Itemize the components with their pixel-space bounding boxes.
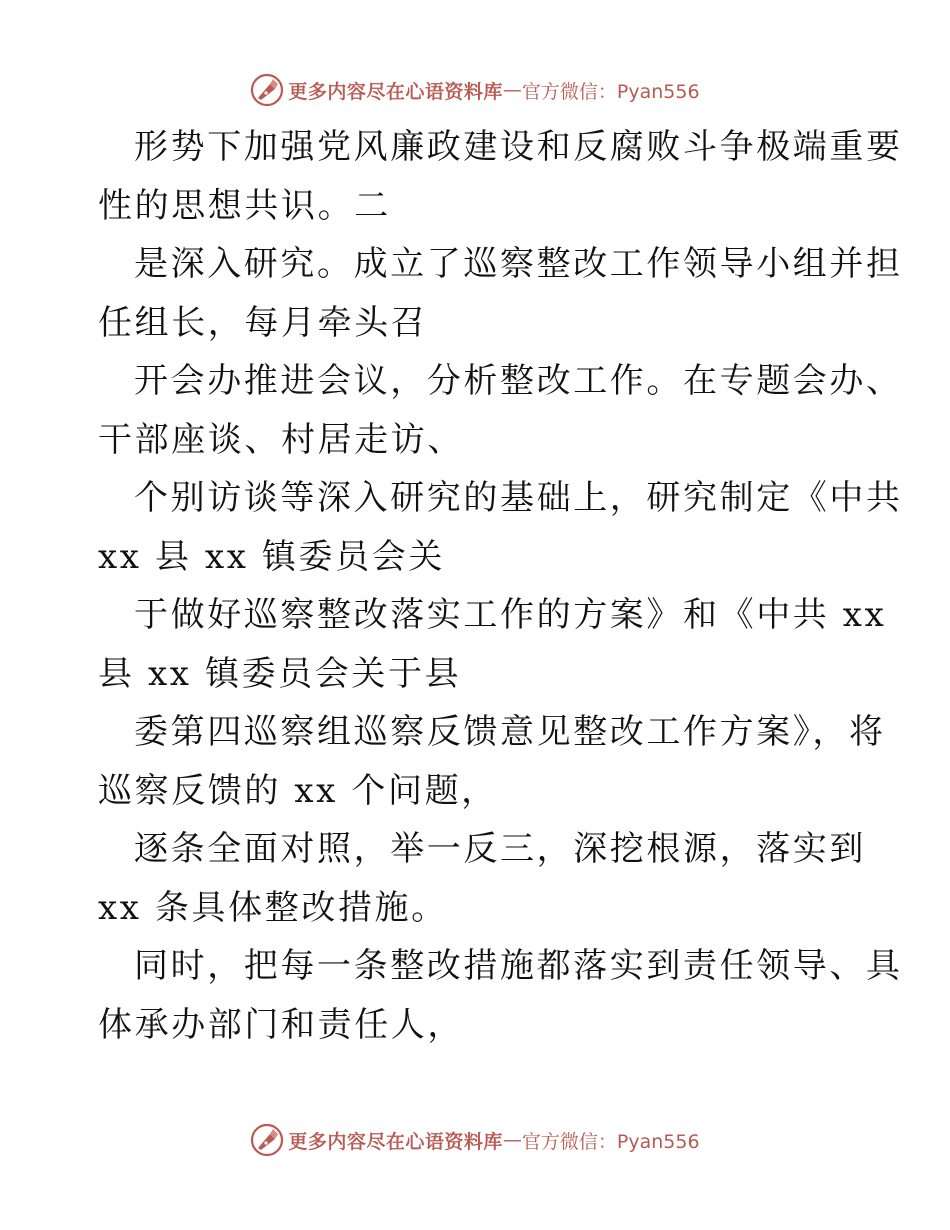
footer-banner	[0, 1120, 950, 1160]
header-banner	[0, 70, 950, 110]
paragraph-line: 任组长，每月牵头召	[98, 302, 428, 343]
paragraph-line: xx 条具体整改措施。	[98, 887, 448, 928]
pen-nib-circle-icon	[250, 1123, 284, 1157]
footer-brand-text: 更多内容尽在心语资料库	[288, 1130, 503, 1153]
paragraph-line: 干部座谈、村居走访、	[98, 419, 464, 460]
paragraph-line: 于做好巡察整改落实工作的方案》和《中共 xx	[134, 595, 887, 635]
paragraph-line: 巡察反馈的 xx 个问题，	[98, 770, 498, 811]
header-brand-text: 更多内容尽在心语资料库	[288, 80, 503, 103]
document-body	[98, 118, 903, 1054]
paragraph-line: 委第四巡察组巡察反馈意见整改工作方案》，将	[134, 712, 886, 752]
paragraph-line: 形势下加强党风廉政建设和反腐败斗争极端重要	[134, 127, 903, 167]
paragraph-line: 性的思想共识。二	[98, 185, 391, 226]
paragraph-line: 开会办推进会议，分析整改工作。在专题会办、	[134, 361, 903, 401]
paragraph-line: 是深入研究。成立了巡察整改工作领导小组并担	[134, 244, 903, 284]
header-contact-text: 官方微信：Pyan556	[521, 80, 700, 103]
header-separator: —	[502, 79, 522, 101]
paragraph-line: xx 县 xx 镇委员会关	[98, 536, 445, 577]
paragraph-line: 同时，把每一条整改措施都落实到责任领导、具	[134, 946, 903, 986]
paragraph-line: 县 xx 镇委员会关于县	[98, 653, 462, 694]
paragraph-line: 逐条全面对照，举一反三，深挖根源，落实到	[134, 829, 866, 869]
footer-contact-text: 官方微信：Pyan556	[521, 1130, 700, 1153]
pen-nib-circle-icon	[250, 73, 284, 107]
footer-separator: —	[502, 1129, 522, 1151]
paragraph-line: 个别访谈等深入研究的基础上，研究制定《中共	[134, 478, 903, 518]
paragraph-line: 体承办部门和责任人，	[98, 1004, 464, 1045]
